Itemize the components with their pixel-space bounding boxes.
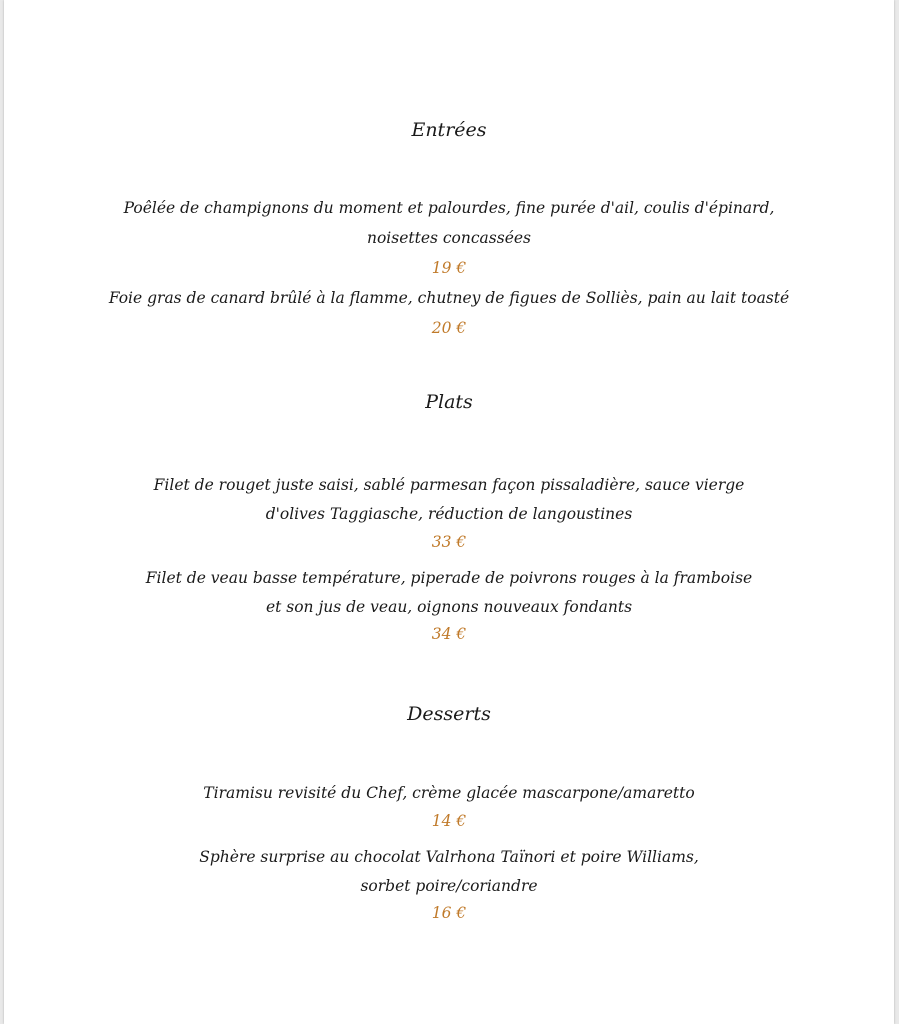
dish-description-line: Foie gras de canard brûlé à la flamme, chutney de figues de Solliès, pain au lait toasté <box>108 289 790 307</box>
section-title-plats: Plats <box>425 391 473 413</box>
dish-price: 14 € <box>431 812 467 830</box>
section-title-entrees: Entrées <box>411 119 487 141</box>
dish-price: 19 € <box>431 259 467 277</box>
dish-description-line: noisettes concassées <box>366 229 532 247</box>
dish-price: 16 € <box>431 904 467 922</box>
dish-description-line: Filet de rouget juste saisi, sablé parmesan façon pissaladière, sauce vierge <box>153 476 745 494</box>
dish-description-line: Poêlée de champignons du moment et palourdes, fine purée d'ail, coulis d'épinard, <box>123 199 775 217</box>
dish-description-line: et son jus de veau, oignons nouveaux fondants <box>265 598 633 616</box>
dish-description-line: Sphère surprise au chocolat Valrhona Taïnori et poire Williams, <box>199 848 699 866</box>
dish-price: 20 € <box>431 319 467 337</box>
dish-description-line: d'olives Taggiasche, réduction de langoustines <box>265 505 633 523</box>
menu-page <box>4 0 894 1024</box>
dish-description-line: Filet de veau basse température, piperade de poivrons rouges à la framboise <box>145 569 753 587</box>
dish-price: 33 € <box>431 533 467 551</box>
dish-price: 34 € <box>431 625 467 643</box>
dish-description-line: sorbet poire/coriandre <box>360 877 538 895</box>
section-title-desserts: Desserts <box>407 703 491 725</box>
dish-description-line: Tiramisu revisité du Chef, crème glacée mascarpone/amaretto <box>203 784 695 802</box>
